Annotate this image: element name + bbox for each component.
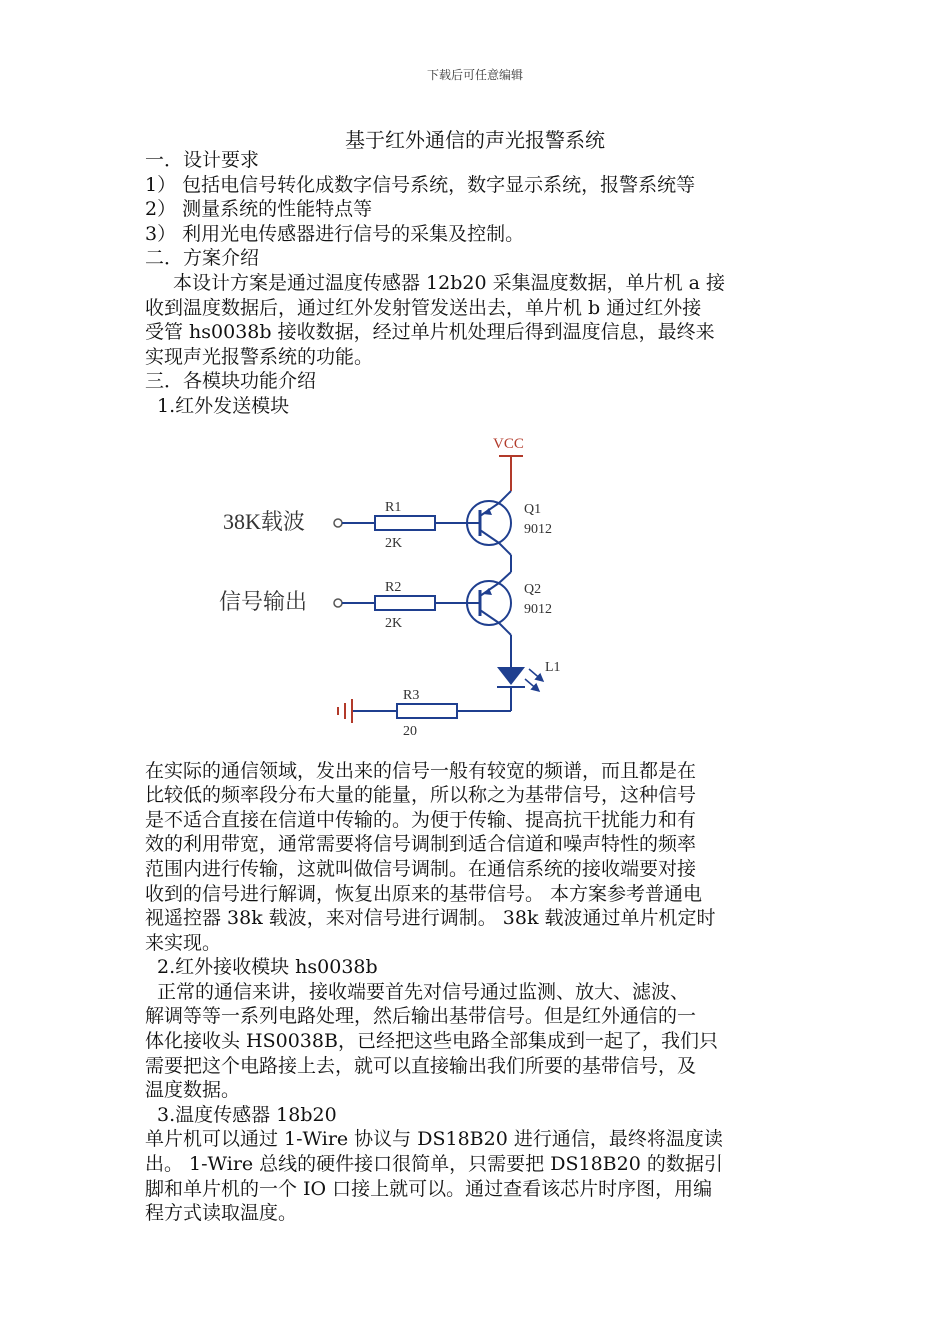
paragraph-line: 来实现。 bbox=[145, 931, 222, 954]
paragraph-line: 单片机可以通过 1-Wire 协议与 DS18B20 进行通信，最终将温度读 bbox=[145, 1128, 723, 1151]
paragraph-line: 视遥控器 38k 载波，来对信号进行调制。 38k 载波通过单片机定时 bbox=[145, 907, 716, 930]
section-heading: 一．设计要求 bbox=[145, 149, 260, 171]
resistor-r3 bbox=[397, 704, 457, 718]
paragraph-line: 在实际的通信领域，发出来的信号一般有较宽的频谱，而且都是在 bbox=[145, 759, 697, 782]
paragraph-line: 需要把这个电路接上去，就可以直接输出我们所要的基带信号，及 bbox=[145, 1054, 697, 1077]
paragraph-line: 正常的通信来讲，接收端要首先对信号通过监测、放大、滤波、 bbox=[157, 980, 690, 1003]
r3-label: R3 bbox=[403, 687, 420, 703]
paragraph-line: 是不适合直接在信道中传输的。为便于传输、提高抗干扰能力和有 bbox=[145, 808, 697, 831]
paragraph-line: 比较低的频率段分布大量的能量，所以称之为基带信号，这种信号 bbox=[145, 784, 697, 807]
l1-label: L1 bbox=[545, 659, 561, 675]
document-title: 基于红外通信的声光报警系统 bbox=[345, 128, 605, 152]
q2-label: Q2 bbox=[524, 581, 542, 597]
paragraph-line: 体化接收头 HS0038B，已经把这些电路全部集成到一起了，我们只 bbox=[145, 1030, 718, 1053]
document-body bbox=[145, 148, 810, 1226]
section-heading: 二．方案介绍 bbox=[145, 247, 260, 270]
ground-icon bbox=[338, 699, 352, 723]
list-item: 3） 利用光电传感器进行信号的采集及控制。 bbox=[145, 222, 525, 245]
paragraph-line: 受管 hs0038b 接收数据，经过单片机处理后得到温度信息，最终来 bbox=[145, 321, 715, 344]
paragraph-line: 解调等等一系列电路处理，然后输出基带信号。但是红外通信的一 bbox=[145, 1005, 697, 1028]
paragraph-line: 出。 1-Wire 总线的硬件接口很简单，只需要把 DS18B20 的数据引 bbox=[145, 1153, 723, 1176]
paragraph-line: 收到的信号进行解调，恢复出原来的基带信号。 本方案参考普通电 bbox=[145, 882, 703, 905]
ir-transmitter-circuit-diagram bbox=[145, 419, 810, 759]
r3-value: 20 bbox=[403, 723, 417, 739]
paragraph-line: 实现声光报警系统的功能。 bbox=[145, 345, 374, 368]
subsection-heading: 2.红外接收模块 hs0038b bbox=[157, 956, 378, 979]
input-label-signal-out: 信号输出 bbox=[219, 588, 308, 614]
paragraph-line: 范围内进行传输，这就叫做信号调制。在通信系统的接收端要对接 bbox=[145, 857, 697, 880]
resistor-r2 bbox=[375, 596, 435, 610]
paragraph-line: 温度数据。 bbox=[145, 1079, 241, 1102]
input-terminal-1 bbox=[334, 519, 342, 527]
resistor-r1 bbox=[375, 516, 435, 530]
r2-label: R2 bbox=[385, 579, 402, 595]
subsection-heading: 1.红外发送模块 bbox=[157, 394, 290, 417]
vcc-label: VCC bbox=[493, 435, 524, 452]
subsection-heading: 3.温度传感器 18b20 bbox=[157, 1103, 337, 1126]
paragraph-line: 脚和单片机的一个 IO 口接上就可以。通过查看该芯片时序图，用编 bbox=[145, 1177, 713, 1200]
input-label-38k-carrier: 38K载波 bbox=[223, 508, 305, 534]
q1-value: 9012 bbox=[524, 521, 552, 537]
header-note: 下载后可任意编辑 bbox=[426, 68, 523, 82]
r2-value: 2K bbox=[385, 615, 403, 631]
q2-value: 9012 bbox=[524, 601, 552, 617]
paragraph-line: 本设计方案是通过温度传感器 12b20 采集温度数据，单片机 a 接 bbox=[173, 271, 726, 294]
r1-label: R1 bbox=[385, 499, 402, 515]
paragraph-line: 效的利用带宽，通常需要将信号调制到适合信道和噪声特性的频率 bbox=[145, 833, 697, 856]
paragraph-line: 程方式读取温度。 bbox=[145, 1202, 298, 1225]
r1-value: 2K bbox=[385, 535, 403, 551]
list-item: 2） 测量系统的性能特点等 bbox=[145, 198, 373, 221]
q1-label: Q1 bbox=[524, 501, 542, 517]
paragraph-line: 收到温度数据后，通过红外发射管发送出去，单片机 b 通过红外接 bbox=[145, 296, 702, 319]
list-item: 1） 包括电信号转化成数字信号系统，数字显示系统，报警系统等 bbox=[145, 173, 696, 196]
led-l1 bbox=[497, 667, 525, 685]
input-terminal-2 bbox=[334, 599, 342, 607]
section-heading: 三．各模块功能介绍 bbox=[145, 370, 317, 393]
